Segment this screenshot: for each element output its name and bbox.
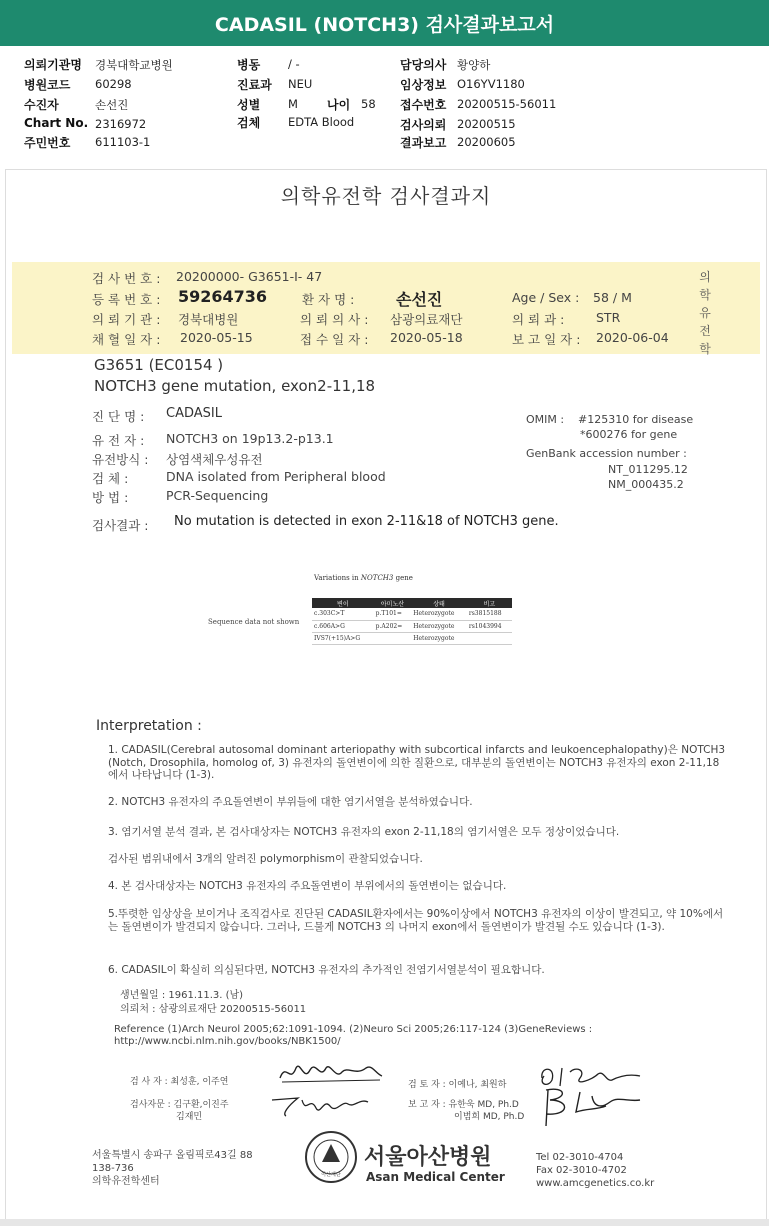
sheet-title: 의학유전학 검사결과지 <box>280 184 492 208</box>
table-row <box>312 608 512 620</box>
variations-table <box>312 598 512 645</box>
omim-gene: *600276 for gene <box>580 428 678 441</box>
bottom-bar <box>0 1219 769 1226</box>
method-label: 방 법 : <box>92 490 129 505</box>
genbank-nm: NM_000435.2 <box>608 478 684 491</box>
advisor-signature <box>268 1090 372 1120</box>
variations-title-pre: Variations in <box>314 574 361 582</box>
interp-3: 3. 염기서열 분석 결과, 본 검사대상자는 NOTCH3 유전자의 exon 2-11,18의 염기서열은 모두 정상이었습니다. <box>108 826 620 838</box>
reporter-signature <box>536 1084 646 1128</box>
reviewer-line: 검 토 자 : 이예나, 최원하 <box>408 1080 507 1090</box>
sex-value: M <box>288 97 298 111</box>
institution-label: 의뢰기관명 <box>24 58 82 72</box>
tel-line: Tel 02-3010-4704 <box>536 1152 624 1163</box>
status-cell: Heterozygote <box>411 620 467 632</box>
reporter-line-2: 이범희 MD, Ph.D <box>454 1112 525 1122</box>
test-no-label: 검 사 번 호 : <box>92 271 161 286</box>
table-row <box>312 632 512 644</box>
interp-5: 5.뚜렷한 임상상을 보이거나 조직검사로 진단된 CADASIL환자에서는 90%이상에서 NOTCH3 유전자의 이상이 발견되고, 약 10%에서는 돌연변이가 발견되지 않습니다. 그러나, 드물게 NOTCH3 의 나머지 exon에서 돌연변이가 발견될 수도 있습니다 (1-3). <box>108 908 724 933</box>
address-2: 138-736 <box>92 1163 134 1174</box>
variations-title-gene: NOTCH3 <box>360 574 394 582</box>
spec-label: 검 체 : <box>92 471 129 486</box>
interp-3b: 검사된 범위내에서 3개의 알려진 polymorphism이 관찰되었습니다. <box>108 853 423 865</box>
hospital-code-value: 60298 <box>95 77 132 91</box>
sex-label: 성별 <box>237 98 261 112</box>
variations-col-header: 상태 <box>411 598 467 608</box>
specimen-value: EDTA Blood <box>288 115 355 129</box>
table-row <box>312 620 512 632</box>
aa-cell: p.A202= <box>374 620 412 632</box>
variation-cell: IVS7(+15)A>G <box>312 632 374 644</box>
band-receipt-value: 2020-05-18 <box>390 330 463 345</box>
interp-2: 2. NOTCH3 유전자의 주요돌연변이 부위들에 대한 염기서열을 분석하였습니다. <box>108 796 473 808</box>
reporter-line: 보 고 자 : 유한욱 MD, Ph.D <box>408 1100 519 1110</box>
diag-label: 진 단 명 : <box>92 409 145 424</box>
interp-6: 6. CADASIL이 확실히 의심된다면, NOTCH3 유전자의 추가적인 전염기서열분석이 필요합니다. <box>108 964 545 976</box>
collect-label: 채 혈 일 자 : <box>92 332 161 347</box>
reg-no-label: 등 록 번 호 : <box>92 292 161 307</box>
diag-value: CADASIL <box>166 406 222 421</box>
advisor-line-2: 김재민 <box>176 1112 203 1122</box>
method-value: PCR-Sequencing <box>166 488 269 503</box>
report-title: CADASIL (NOTCH3) 검사결과보고서 <box>214 13 555 36</box>
variations-col-header: 아미노산 <box>374 598 412 608</box>
age-value: 58 <box>361 97 376 111</box>
rrn-value: 611103-1 <box>95 135 151 149</box>
gene-value: NOTCH3 on 19p13.2-p13.1 <box>166 431 334 446</box>
genbank-label: GenBank accession number : <box>526 447 687 460</box>
variation-cell: c.606A>G <box>312 620 374 632</box>
patient-value: 손선진 <box>95 98 129 112</box>
rrn-label: 주민번호 <box>24 136 71 150</box>
agesex-label: Age / Sex : <box>512 290 580 305</box>
variation-cell: c.303C>T <box>312 608 374 620</box>
web-line: www.amcgenetics.co.kr <box>536 1178 655 1189</box>
ward-label: 병동 <box>237 58 261 72</box>
inherit-label: 유전방식 : <box>92 452 149 467</box>
omim-label: OMIM : <box>526 413 565 426</box>
fax-line: Fax 02-3010-4702 <box>536 1165 627 1176</box>
specimen-label: 검체 <box>237 116 261 130</box>
dept-value: NEU <box>288 77 313 91</box>
receipt-label: 접수번호 <box>400 98 447 112</box>
report-date-value: 20200605 <box>457 135 516 149</box>
variations-title <box>314 574 413 582</box>
address-3: 의학유전학센터 <box>92 1176 160 1187</box>
band-receipt-label: 접 수 일 자 : <box>300 332 369 347</box>
requester-line: 의뢰처 : 삼광의료재단 20200515-56011 <box>120 1004 307 1015</box>
req-dept-value: STR <box>596 310 621 325</box>
interp-4: 4. 본 검사대상자는 NOTCH3 유전자의 주요돌연변이 부위에서의 돌연변이는 없습니다. <box>108 880 507 892</box>
test-name: NOTCH3 gene mutation, exon2-11,18 <box>94 377 376 395</box>
req-dept-label: 의 뢰 과 : <box>512 312 565 327</box>
band-patient-label: 환 자 명 : <box>302 292 355 307</box>
address-1: 서울특별시 송파구 올림픽로43길 88 <box>92 1150 253 1161</box>
scanned-result-sheet <box>6 170 766 1220</box>
seal-text: 아산재단 <box>321 1172 341 1178</box>
req-inst-label: 의 뢰 기 관 : <box>92 312 161 327</box>
result-label: 검사결과 : <box>92 518 149 533</box>
band-patient-value: 손선진 <box>396 290 443 309</box>
variations-col-header: 변이 <box>312 598 374 608</box>
doctor-value: 황양하 <box>457 58 491 72</box>
patient-label: 수진자 <box>24 98 59 112</box>
side-vertical-text: 의학유전학 <box>699 270 711 356</box>
reg-no-value: 59264736 <box>178 287 268 306</box>
inherit-value: 상염색체우성유전 <box>166 452 263 467</box>
receipt-value: 20200515-56011 <box>457 97 557 111</box>
genbank-nt: NT_011295.12 <box>608 463 688 476</box>
report-header <box>0 46 769 164</box>
reference-line: Reference (1)Arch Neurol 2005;62:1091-1094. (2)Neuro Sci 2005;26:117-124 (3)GeneReviews : http://www.ncbi.nlm.nih.gov/books/NBK1500/ <box>114 1024 593 1047</box>
report-date-label: 결과보고 <box>400 136 447 150</box>
chart-value: 2316972 <box>95 117 147 131</box>
interp-1: 1. CADASIL(Cerebral autosomal dominant arteriopathy with subcortical infarcts and leukoencephalopathy)은 NOTCH3 (Notch, Drosophila, homolog of, 3) 유전자의 돌연변이에 의한 질환으로, 대부분의 돌연변이는 NOTCH3 유전자의 exon 2-11,18에서 나타납니다 (1-3). <box>108 744 726 781</box>
age-label: 나이 <box>327 98 351 112</box>
spec-value: DNA isolated from Peripheral blood <box>166 469 386 484</box>
note-cell <box>467 632 512 644</box>
variations-col-header: 비고 <box>467 598 512 608</box>
ward-value: / - <box>288 57 300 71</box>
hospital-code-label: 병원코드 <box>24 78 71 92</box>
hospital-logo-en: Asan Medical Center <box>366 1170 505 1184</box>
result-value: No mutation is detected in exon 2-11&18 of NOTCH3 gene. <box>174 514 559 529</box>
birth-line: 생년월일 : 1961.11.3. (남) <box>120 990 244 1001</box>
sequence-note: Sequence data not shown <box>208 618 300 626</box>
note-cell: rs1043994 <box>467 620 512 632</box>
request-label: 검사의뢰 <box>400 118 447 132</box>
status-cell: Heterozygote <box>411 632 467 644</box>
band-report-value: 2020-06-04 <box>596 330 669 345</box>
clinical-label: 임상정보 <box>400 78 447 92</box>
agesex-value: 58 / M <box>593 290 632 305</box>
interpretation-title: Interpretation : <box>96 718 202 734</box>
chart-label: Chart No. <box>24 116 89 130</box>
request-value: 20200515 <box>457 117 516 131</box>
doctor-label: 담당의사 <box>400 58 447 72</box>
collect-value: 2020-05-15 <box>180 330 253 345</box>
variations-header-row <box>312 598 512 608</box>
report-title-bar <box>0 0 769 46</box>
req-doc-value: 삼광의료재단 <box>390 312 463 327</box>
test-no-value: 20200000- G3651-I- 47 <box>176 269 323 284</box>
hospital-logo-kr: 서울아산병원 <box>364 1145 492 1170</box>
aa-cell: p.T101= <box>374 608 412 620</box>
gene-label: 유 전 자 : <box>92 433 145 448</box>
aa-cell <box>374 632 412 644</box>
clinical-value: O16YV1180 <box>457 77 525 91</box>
variations-title-post: gene <box>393 574 413 582</box>
examiner-signature <box>276 1054 386 1088</box>
band-report-label: 보 고 일 자 : <box>512 332 581 347</box>
dept-label: 진료과 <box>237 78 272 92</box>
asan-foundation-seal-icon <box>304 1130 358 1184</box>
omim-disease: #125310 for disease <box>578 413 694 426</box>
req-doc-label: 의 뢰 의 사 : <box>300 312 369 327</box>
examiner-line: 검 사 자 : 최성훈, 이주연 <box>130 1077 229 1087</box>
advisor-line: 검사자문 : 김구환,이진주 <box>130 1100 229 1110</box>
note-cell: rs3815188 <box>467 608 512 620</box>
test-code: G3651 (EC0154 ) <box>94 356 224 374</box>
institution-value: 경북대학교병원 <box>95 58 173 72</box>
req-inst-value: 경북대병원 <box>178 312 239 327</box>
status-cell: Heterozygote <box>411 608 467 620</box>
